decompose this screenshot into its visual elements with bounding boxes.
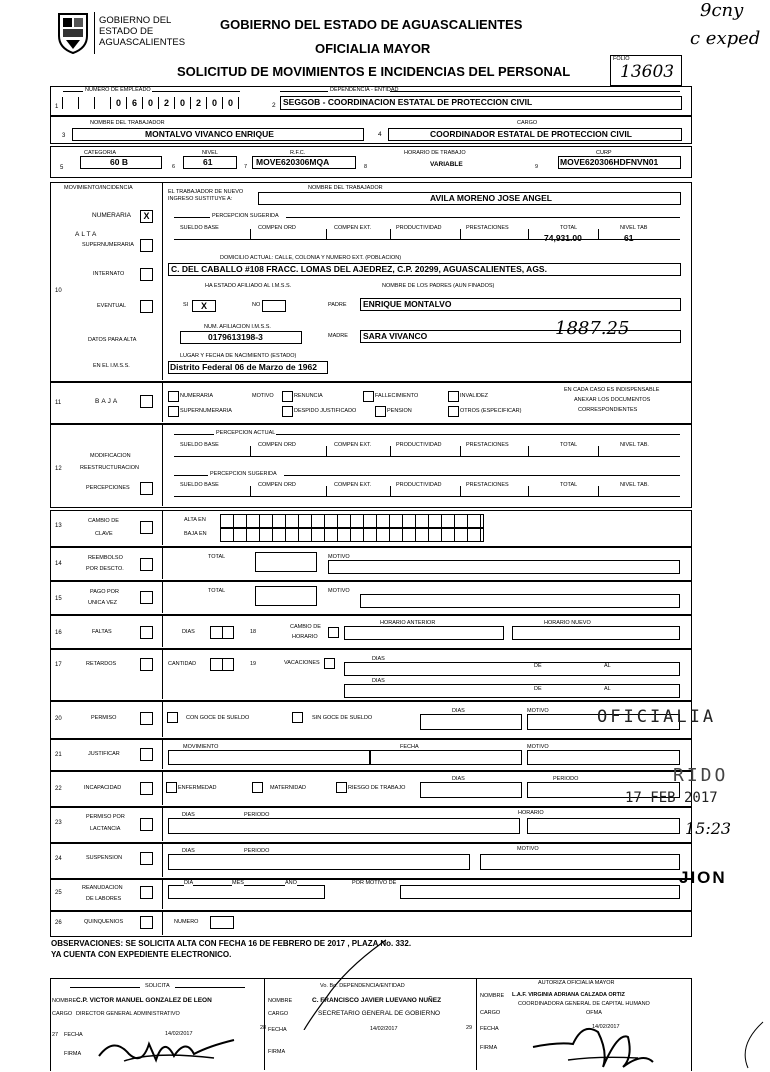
cambio-horario-checkbox[interactable] <box>328 627 339 638</box>
digit <box>78 97 94 109</box>
observaciones-line1: OBSERVACIONES: SE SOLICITA ALTA CON FECHA 16 DE FEBRERO DE 2017 , PLAZA No. 332. <box>51 939 412 948</box>
field-num-29: 29 <box>466 1025 473 1031</box>
logo-line2: ESTADO DE <box>99 26 154 37</box>
maternidad-label: MATERNIDAD <box>270 785 306 791</box>
vacaciones-label: VACACIONES <box>284 660 320 666</box>
permiso-dias-label: DIAS <box>452 708 465 714</box>
digit: 6 <box>126 97 142 109</box>
title-oficialia: OFICIALIA MAYOR <box>315 41 431 56</box>
pago-total-label: TOTAL <box>208 588 226 594</box>
field-num-6: 6 <box>172 164 176 170</box>
fallecimiento-checkbox[interactable] <box>363 391 374 402</box>
justificar-movimiento-label: MOVIMIENTO <box>183 744 219 750</box>
field-num-13: 13 <box>55 523 62 529</box>
retardos-checkbox[interactable] <box>140 658 153 671</box>
faltas-label: FALTAS <box>92 629 112 635</box>
cargo-value: COORDINADOR ESTATAL DE PROTECCION CIVIL <box>430 129 632 139</box>
nivel-tab-value: 61 <box>624 233 634 243</box>
field-num-2: 2 <box>272 102 276 109</box>
title-gobierno: GOBIERNO DEL ESTADO DE AGUASCALIENTES <box>220 17 523 32</box>
sueldo-base-label: SUELDO BASE <box>180 442 219 448</box>
dependencia-label: DEPENDENCIA - ENTIDAD <box>330 87 399 93</box>
digit: 0 <box>110 97 126 109</box>
digit: 0 <box>142 97 158 109</box>
categoria-value: 60 B <box>110 157 128 167</box>
sueldo-base-label: SUELDO BASE <box>180 225 219 231</box>
incapacidad-label: INCAPACIDAD <box>84 785 122 791</box>
pago-label-1: PAGO POR <box>90 589 119 595</box>
reembolso-label-2: POR DESCTO. <box>86 566 124 572</box>
incapacidad-checkbox[interactable] <box>140 782 153 795</box>
renuncia-checkbox[interactable] <box>282 391 293 402</box>
field-num-14: 14 <box>55 561 62 567</box>
vacaciones-checkbox[interactable] <box>324 658 335 669</box>
solicita-title: SOLICITA <box>145 983 170 989</box>
prestaciones-label: PRESTACIONES <box>466 442 509 448</box>
field-num-3: 3 <box>62 133 66 139</box>
field-num-16: 16 <box>55 630 62 636</box>
invalidez-label: INVALIDEZ <box>460 393 489 399</box>
field-num-26: 26 <box>55 920 62 926</box>
nacimiento-value: Distrito Federal 06 de Marzo de 1962 <box>170 362 317 372</box>
fallecimiento-label: FALLECIMIENTO <box>375 393 419 399</box>
quinquenios-numero-label: NUMERO <box>174 919 199 925</box>
nivel-tab-label: NIVEL TAB. <box>620 482 649 488</box>
faltas-checkbox[interactable] <box>140 626 153 639</box>
justificar-movimiento-field <box>168 750 370 765</box>
cantidad-field <box>210 658 234 671</box>
horario-trabajo-label: HORARIO DE TRABAJO <box>404 150 466 156</box>
nivel-label: NIVEL <box>202 150 218 156</box>
handwritten-number: 1887.25 <box>555 318 630 339</box>
coat-of-arms-icon <box>56 10 90 54</box>
alta-en-label: ALTA EN <box>184 517 206 523</box>
logo-line3: AGUASCALIENTES <box>99 37 186 48</box>
pago-label-2: UNICA VEZ <box>88 600 118 606</box>
prestaciones-label: PRESTACIONES <box>466 225 509 231</box>
au-fecha-value: 14/02/2017 <box>592 1024 620 1030</box>
total-value: 74,931.00 <box>544 233 582 243</box>
nivel-value: 61 <box>203 157 213 167</box>
domicilio-label: DOMICILIO ACTUAL: CALLE, COLONIA Y NUMERO EXT. (POBLACION) <box>220 255 402 261</box>
margin-curve-icon <box>728 1020 768 1070</box>
despido-checkbox[interactable] <box>282 406 293 417</box>
cambio-horario-label-1: CAMBIO DE <box>290 624 321 630</box>
digit: 2 <box>158 97 174 109</box>
au-cargo-value-1: COORDINADORA GENERAL DE CAPITAL HUMANO <box>518 1001 650 1007</box>
motivo-label: MOTIVO <box>252 393 274 399</box>
percepcion-sugerida-grid <box>174 479 680 497</box>
compen-ext-label: COMPEN EXT. <box>334 225 372 231</box>
percepciones-label: PERCEPCIONES <box>86 485 130 491</box>
field-num-23: 23 <box>55 820 62 826</box>
enfermedad-checkbox[interactable] <box>166 782 177 793</box>
digit: 0 <box>222 97 239 109</box>
lactancia-horario-label: HORARIO <box>518 810 544 816</box>
sol-nombre-label: NOMBRE <box>52 998 77 1004</box>
baja-nota-2: ANEXAR LOS DOCUMENTOS <box>574 397 651 403</box>
suspension-periodo-label: PERIODO <box>244 848 270 854</box>
total-label: TOTAL <box>560 442 578 448</box>
no-label: NO <box>252 302 261 308</box>
stamp-fecha: 17 FEB 2017 <box>625 790 718 806</box>
pago-motivo-field <box>360 594 680 608</box>
vacaciones-dias-label-2: DIAS <box>372 678 385 684</box>
horario-anterior-field <box>344 626 504 640</box>
dependencia-value: SEGGOB - COORDINACION ESTATAL DE PROTECCION CIVIL <box>283 97 533 107</box>
vacaciones-de-label-1: DE <box>534 663 542 669</box>
vacaciones-de-label-2: DE <box>534 686 542 692</box>
sueldo-base-label: SUELDO BASE <box>180 482 219 488</box>
field-num-15: 15 <box>55 596 62 602</box>
sol-nombre-value: C.P. VICTOR MANUEL GONZALEZ DE LEON <box>76 997 212 1004</box>
internato-label: INTERNATO <box>93 271 125 277</box>
vacaciones-dias-label-1: DIAS <box>372 656 385 662</box>
field-num-19: 19 <box>250 661 257 667</box>
percepcion-sugerida-label-2: PERCEPCION SUGERIDA <box>210 471 277 477</box>
field-num-28: 28 <box>260 1025 267 1031</box>
logo-line1: GOBIERNO DEL <box>99 15 172 26</box>
justificar-label: JUSTIFICAR <box>88 751 120 757</box>
eventual-checkbox[interactable] <box>140 300 153 313</box>
baja-numeraria-label: NUMERARIA <box>180 393 214 399</box>
si-label: SI <box>183 302 189 308</box>
suspension-motivo-label: MOTIVO <box>517 846 539 852</box>
eventual-label: EVENTUAL <box>97 303 127 309</box>
imss-question: HA ESTADO AFILIADO AL I.M.S.S. <box>205 283 292 289</box>
compen-ord-label: COMPEN ORD <box>258 482 296 488</box>
field-num-5: 5 <box>60 165 64 171</box>
cambio-clave-label-1: CAMBIO DE <box>88 518 119 524</box>
alta-en-cells <box>220 514 484 528</box>
pension-checkbox[interactable] <box>375 406 386 417</box>
cambio-clave-label-2: CLAVE <box>95 531 113 537</box>
au-nombre-value: L.A.F. VIRGINIA ADRIANA CALZADA ORTIZ <box>512 992 625 998</box>
vb-firma-label: FIRMA <box>268 1049 286 1055</box>
rfc-value: MOVE620306MQA <box>256 157 330 167</box>
lactancia-checkbox[interactable] <box>140 818 153 831</box>
incapacidad-periodo-label: PERIODO <box>553 776 579 782</box>
au-firma-label: FIRMA <box>480 1045 498 1051</box>
supernumeraria-label: SUPERNUMERARIA <box>82 242 134 248</box>
vb-cargo-label: CARGO <box>268 1011 289 1017</box>
horario-nuevo-field <box>512 626 680 640</box>
despido-label: DESPIDO JUSTIFICADO <box>294 408 357 414</box>
nuevo-ingreso-label: EL TRABAJADOR DE NUEVO INGRESO SUSTITUYE A: <box>168 189 244 202</box>
baja-supernumeraria-label: SUPERNUMERARIA <box>180 408 232 414</box>
reembolso-motivo-field <box>328 560 680 574</box>
stamp-jon: JION <box>679 868 727 887</box>
permiso-motivo-label: MOTIVO <box>527 708 549 714</box>
suspension-checkbox[interactable] <box>140 852 153 865</box>
productividad-label: PRODUCTIVIDAD <box>396 225 442 231</box>
lactancia-label-1: PERMISO POR <box>86 814 125 820</box>
afiliacion-value: 0179613198-3 <box>208 332 263 342</box>
reestructuracion-label: REESTRUCTURACION <box>80 465 139 471</box>
maternidad-checkbox[interactable] <box>252 782 263 793</box>
modificacion-label: MODIFICACION <box>90 453 131 459</box>
percepcion-actual-label: PERCEPCION ACTUAL <box>216 430 276 436</box>
justificar-checkbox[interactable] <box>140 748 153 761</box>
incapacidad-dias-field <box>420 782 522 798</box>
field-num-8: 8 <box>364 164 368 170</box>
internato-checkbox[interactable] <box>140 268 153 281</box>
no-checkbox[interactable] <box>262 300 286 312</box>
rfc-label: R.F.C. <box>290 150 306 156</box>
vb-nombre-value: C. FRANCISCO JAVIER LUEVANO NUÑEZ <box>312 997 442 1004</box>
total-label: TOTAL <box>560 482 578 488</box>
baja-en-cells <box>220 528 484 542</box>
enfermedad-label: ENFERMEDAD <box>178 785 217 791</box>
prestaciones-label: PRESTACIONES <box>466 482 509 488</box>
field-num-17: 17 <box>55 662 62 668</box>
faltas-dias-field <box>210 626 234 639</box>
compen-ord-label: COMPEN ORD <box>258 225 296 231</box>
num-empleado-label: NUMERO DE EMPLEADO <box>85 87 151 93</box>
percepcion-actual-grid <box>174 439 680 457</box>
suspension-label: SUSPENSION <box>86 855 123 861</box>
reembolso-total-field <box>255 552 317 572</box>
signature-vobo-icon <box>286 938 406 1030</box>
domicilio-value: C. DEL CABALLO #108 FRACC. LOMAS DEL AJEDREZ, C.P. 20299, AGUASCALIENTES, AGS. <box>171 264 547 274</box>
reembolso-motivo-label: MOTIVO <box>328 554 350 560</box>
reanudacion-label-2: DE LABORES <box>86 896 122 902</box>
stamp-hora: 15:23 <box>685 819 732 838</box>
firma-solicita <box>50 978 267 1070</box>
digit: 0 <box>174 97 190 109</box>
curp-value: MOVE620306HDFNVN01 <box>560 157 659 167</box>
baja-numeraria-checkbox[interactable] <box>168 391 179 402</box>
pago-total-field <box>255 586 317 606</box>
suspension-dias-field <box>168 854 470 870</box>
sol-firma-label: FIRMA <box>64 1051 82 1057</box>
au-cargo-label: CARGO <box>480 1010 501 1016</box>
percepcion-sugerida-label: PERCEPCION SUGERIDA <box>212 213 279 219</box>
autoriza-title: AUTORIZA OFICIALIA MAYOR <box>538 980 615 986</box>
sol-fecha-value: 14/02/2017 <box>165 1031 193 1037</box>
quinquenios-label: QUINQUENIOS <box>84 919 124 925</box>
productividad-label: PRODUCTIVIDAD <box>396 482 442 488</box>
field-num-1: 1 <box>55 104 59 110</box>
justificar-fecha-field <box>370 750 522 765</box>
compen-ext-label: COMPEN EXT. <box>334 482 372 488</box>
pago-motivo-label: MOTIVO <box>328 588 350 594</box>
pension-label: PENSION <box>387 408 412 414</box>
au-fecha-label: FECHA <box>480 1026 499 1032</box>
digit <box>94 97 110 109</box>
categoria-label: CATEGORIA <box>84 150 116 156</box>
retardos-label: RETARDOS <box>86 661 117 667</box>
stamp-oficialia: OFICIALIA <box>597 707 717 727</box>
field-num-10: 10 <box>55 288 62 294</box>
pago-checkbox[interactable] <box>140 591 153 604</box>
incapacidad-dias-label: DIAS <box>452 776 465 782</box>
digit: 0 <box>206 97 222 109</box>
au-nombre-label: NOMBRE <box>480 993 505 999</box>
baja-nota-1: EN CADA CASO ES INDISPENSABLE <box>564 387 660 393</box>
justificar-motivo-label: MOTIVO <box>527 744 549 750</box>
digit: 2 <box>190 97 206 109</box>
field-num-21: 21 <box>55 752 62 758</box>
madre-value: SARA VIVANCO <box>363 331 428 341</box>
si-checkbox[interactable]: X <box>192 300 216 312</box>
sin-goce-label: SIN GOCE DE SUELDO <box>312 715 373 721</box>
baja-en-label: BAJA EN <box>184 531 207 537</box>
field-num-4: 4 <box>378 131 382 138</box>
reembolso-total-label: TOTAL <box>208 554 226 560</box>
permiso-checkbox[interactable] <box>140 712 153 725</box>
observaciones-line2: YA CUENTA CON EXPEDIENTE ELECTRONICO. <box>51 950 232 959</box>
field-num-7: 7 <box>244 164 248 170</box>
nombre-trabajador-label: NOMBRE DEL TRABAJADOR <box>90 120 165 126</box>
lactancia-periodo-label: PERIODO <box>244 812 270 818</box>
numeraria-checkbox[interactable]: X <box>140 210 153 223</box>
reembolso-label-1: REEMBOLSO <box>88 555 123 561</box>
vacaciones-al-label-2: AL <box>604 686 611 692</box>
digit <box>62 97 78 109</box>
renuncia-label: RENUNCIA <box>294 393 323 399</box>
quinquenios-numero-field <box>210 916 234 929</box>
field-num-27: 27 <box>52 1032 59 1038</box>
otros-label: OTROS (ESPECIFICAR) <box>460 408 522 414</box>
cambio-clave-checkbox[interactable] <box>140 521 153 534</box>
justificar-fecha-label: FECHA <box>400 744 419 750</box>
nivel-tab-label: NIVEL TAB <box>620 225 648 231</box>
permiso-label: PERMISO <box>91 715 117 721</box>
datos-alta-label: DATOS PARA ALTA <box>88 337 137 343</box>
curp-label: CURP <box>596 150 612 156</box>
vacaciones-dias-field-2 <box>344 684 680 698</box>
stamp-recibido: RIDO <box>673 765 729 786</box>
reanudacion-fecha-field <box>168 885 325 899</box>
lactancia-dias-field <box>168 818 520 834</box>
sol-cargo-label: CARGO <box>52 1011 73 1017</box>
productividad-label: PRODUCTIVIDAD <box>396 442 442 448</box>
num-empleado-digits <box>62 97 239 109</box>
reanudacion-mes-label: MES <box>232 880 244 886</box>
horario-trabajo-value: VARIABLE <box>430 161 463 168</box>
compen-ext-label: COMPEN EXT. <box>334 442 372 448</box>
vobo-title: Vo. Bo. DEPENDENCIA/ENTIDAD <box>320 983 405 989</box>
signature-autoriza-icon <box>528 1012 658 1072</box>
horario-nuevo-label: HORARIO NUEVO <box>544 620 591 626</box>
riesgo-checkbox[interactable] <box>336 782 347 793</box>
reanudacion-dia-label: DIA <box>184 880 194 886</box>
total-label: TOTAL <box>560 225 578 231</box>
baja-checkbox[interactable] <box>140 395 153 408</box>
sin-goce-checkbox[interactable] <box>292 712 303 723</box>
riesgo-label: RIESGO DE TRABAJO <box>348 785 406 791</box>
folio-value: 13603 <box>620 62 675 82</box>
margin-note-1: 9cny <box>700 0 744 21</box>
logo <box>56 10 186 56</box>
au-cargo-value-2: OFMA <box>586 1010 602 1016</box>
permiso-dias-field <box>420 714 522 730</box>
cargo-label: CARGO <box>517 120 538 126</box>
baja-label: BAJA <box>95 398 120 405</box>
vb-fecha-value: 14/02/2017 <box>370 1026 398 1032</box>
margin-note-2: c exped <box>690 28 761 49</box>
otros-checkbox[interactable] <box>448 406 459 417</box>
firma-autoriza <box>466 978 690 1070</box>
sustituye-value: AVILA MORENO JOSE ANGEL <box>430 193 553 203</box>
field-num-12: 12 <box>55 466 62 472</box>
sol-cargo-value: DIRECTOR GENERAL ADMINISTRATIVO <box>76 1011 180 1017</box>
field-num-9: 9 <box>535 164 539 170</box>
supernumeraria-checkbox[interactable] <box>140 239 153 252</box>
field-num-22: 22 <box>55 786 62 792</box>
padre-value: ENRIQUE MONTALVO <box>363 299 452 309</box>
baja-supernumeraria-checkbox[interactable] <box>168 406 179 417</box>
reanudacion-motivo-label: POR MOTIVO DE <box>352 880 397 886</box>
lactancia-dias-label: DIAS <box>182 812 195 818</box>
padres-label: NOMBRE DE LOS PADRES (AUN FINADOS) <box>382 283 495 289</box>
sustituye-nombre-label: NOMBRE DEL TRABAJADOR <box>308 185 383 191</box>
folio-label: FOLIO <box>613 56 630 62</box>
invalidez-checkbox[interactable] <box>448 391 459 402</box>
cantidad-label: CANTIDAD <box>168 661 197 667</box>
quinquenios-checkbox[interactable] <box>140 916 153 929</box>
cambio-horario-label-2: HORARIO <box>292 634 318 640</box>
vb-nombre-label: NOMBRE <box>268 998 293 1004</box>
baja-nota-3: CORRESPONDIENTES <box>578 407 638 413</box>
vb-fecha-label: FECHA <box>268 1027 287 1033</box>
vacaciones-dias-field-1 <box>344 662 680 676</box>
alta-label: ALTA <box>75 231 99 238</box>
vacaciones-al-label-1: AL <box>604 663 611 669</box>
movimiento-label: MOVIMIENTO/INCIDENCIA <box>64 185 133 191</box>
reanudacion-ano-label: AÑO <box>285 880 297 886</box>
received-stamp <box>575 705 765 895</box>
reembolso-checkbox[interactable] <box>140 558 153 571</box>
lactancia-label-2: LACTANCIA <box>90 826 121 832</box>
reanudacion-checkbox[interactable] <box>140 886 153 899</box>
suspension-dias-label: DIAS <box>182 848 195 854</box>
afiliacion-label: NUM. AFILIACION I.M.S.S. <box>204 324 271 330</box>
numeraria-label: NUMERARIA <box>92 212 132 219</box>
nombre-trabajador-value: MONTALVO VIVANCO ENRIQUE <box>145 129 274 139</box>
percepciones-checkbox[interactable] <box>140 482 153 495</box>
field-num-18: 18 <box>250 629 257 635</box>
field-num-25: 25 <box>55 890 62 896</box>
madre-label: MADRE <box>328 333 348 339</box>
nivel-tab-label: NIVEL TAB. <box>620 442 649 448</box>
percepcion-alta-grid <box>174 222 680 243</box>
title-solicitud: SOLICITUD DE MOVIMIENTOS E INCIDENCIAS DEL PERSONAL <box>177 64 571 79</box>
field-num-20: 20 <box>55 716 62 722</box>
padre-label: PADRE <box>328 302 347 308</box>
en-imss-label: EN EL I.M.S.S. <box>93 363 130 369</box>
field-num-24: 24 <box>55 856 62 862</box>
nacimiento-label: LUGAR Y FECHA DE NACIMIENTO (ESTADO) <box>180 353 297 359</box>
sol-fecha-label: FECHA <box>64 1032 83 1038</box>
horario-anterior-label: HORARIO ANTERIOR <box>380 620 436 626</box>
firma-vobo <box>260 978 476 1070</box>
con-goce-checkbox[interactable] <box>167 712 178 723</box>
con-goce-label: CON GOCE DE SUELDO <box>186 715 250 721</box>
signature-solicita-icon <box>94 1026 244 1066</box>
reanudacion-label-1: REANUDACION <box>82 885 123 891</box>
field-num-11: 11 <box>55 400 62 406</box>
vb-cargo-value: SECRETARIO GENERAL DE GOBIERNO <box>318 1010 441 1017</box>
compen-ord-label: COMPEN ORD <box>258 442 296 448</box>
faltas-dias-label: DIAS <box>182 629 195 635</box>
